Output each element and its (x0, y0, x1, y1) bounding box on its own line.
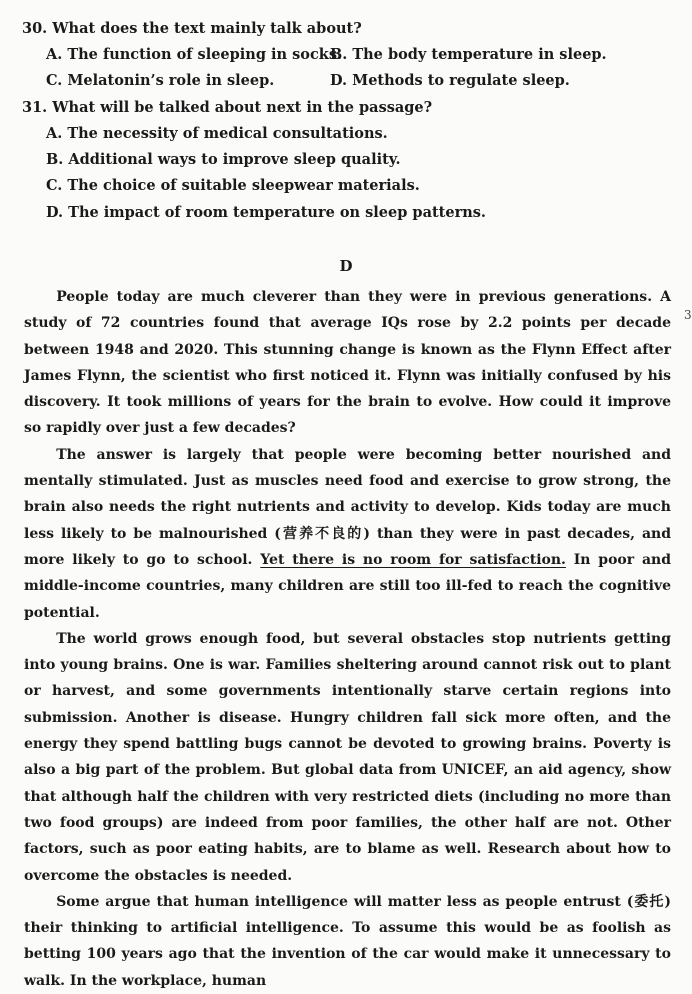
passage-paragraph-4: Some argue that human intelligence will matter less as people entrust (委托) their thinking to artificial intelligence. To assume this would be as foolish as betting 100 years ago that the invention of the car would make it unnecessary to walk. In the workplace, human (24, 893, 671, 989)
passage-paragraph-2-text-end: In poor and middle-income countries, many children are still too ill-fed to reach the cognitive potential. (24, 551, 672, 621)
passage-paragraph-1: People today are much cleverer than they were in previous generations. A study of 72 countries found that average IQs rose by 2.2 points per decade between 1948 and 2020. This stunning change is known as the Flynn Effect after James Flynn, the scientist who first noticed it. Flynn was initially confused by his discovery. It took millions of years for the brain to evolve. How could it improve so rapidly over just a few decades? (24, 289, 671, 437)
question-31-option-c[interactable]: C. The choice of suitable sleepwear materials. (46, 177, 420, 194)
question-31-stem: 31. What will be talked about next in the passage? (22, 99, 433, 116)
passage-paragraph-3: The world grows enough food, but several obstacles stop nutrients getting into young brains. One is war. Families sheltering around cannot risk out to plant or harvest, and some governments intentionally starve certain regions into submission. Another is disease. Hungry children fall sick more often, and the energy they spend battling bugs cannot be devoted to growing brains. Poverty is also a big part of the problem. But global data from UNICEF, an aid agency, show that although half the children with very restricted diets (including no more than two food groups) are indeed from poor families, the other half are not. Other factors, such as poor eating habits, are to blame as well. Research about how to overcome the obstacles is needed. (24, 630, 671, 884)
reading-passage (24, 284, 671, 994)
passage-paragraph-2 (24, 442, 671, 626)
question-31-option-b[interactable]: B. Additional ways to improve sleep quality. (46, 151, 401, 168)
question-30-option-d[interactable]: D. Methods to regulate sleep. (330, 72, 570, 89)
question-31-option-a[interactable]: A. The necessity of medical consultations. (46, 125, 388, 142)
underlined-sentence: Yet there is no room for satisfaction. (260, 551, 566, 568)
passage-paragraph-2-text: The answer is largely that people were becoming better nourished and mentally stimulated. Just as muscles need food and exercise to grow strong, the brain also needs the right nutrients and activity to develop. Kids today are much less likely to be malnourished (营养不良的) than they were in past decades, and more likely to go to school. (24, 446, 671, 568)
question-30-stem: 30. What does the text mainly talk about? (22, 20, 362, 37)
question-31-option-d[interactable]: D. The impact of room temperature on sleep patterns. (46, 204, 486, 221)
question-30-option-c[interactable]: C. Melatonin’s role in sleep. (46, 72, 275, 89)
question-30-option-b[interactable]: B. The body temperature in sleep. (330, 46, 607, 63)
question-30-option-a[interactable]: A. The function of sleeping in socks. (46, 46, 343, 63)
margin-mark: 3 (684, 308, 692, 322)
section-heading: D (339, 257, 353, 275)
